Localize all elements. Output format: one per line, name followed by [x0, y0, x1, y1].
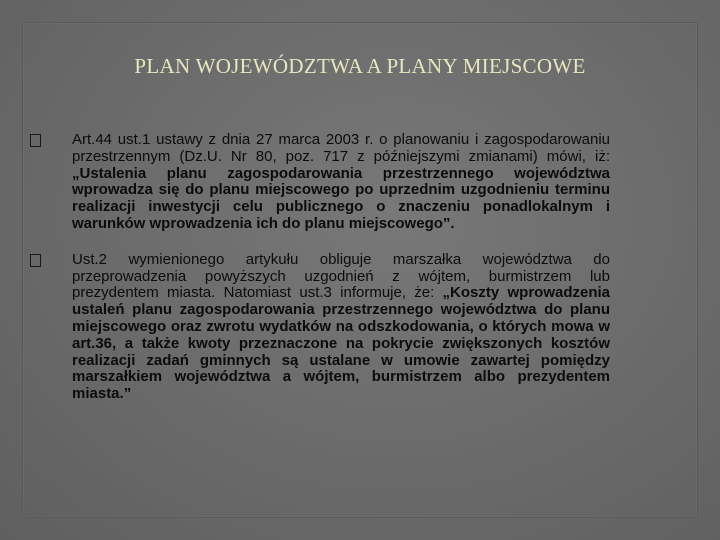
bullet-text-bold: „Ustalenia planu zagospodarowania przestrzennego województwa wprowadza się do planu miejscowego po uprzednim uzgodnieniu terminu realizacji inwestycji celu publicznego o znaczeniu ponadlokalnym i warunków wprowadzenia ich do planu miejscowego”. — [72, 164, 610, 232]
bullet-text-normal: Ust.2 wymienionego artykułu obliguje marszałka województwa do przeprowadzenia powyższych uzgodnień z wójtem, burmistrzem lub prezydentem miasta. Natomiast ust.3 informuje, że: — [72, 250, 610, 302]
bullet-text — [72, 132, 610, 233]
bullet-item — [30, 132, 610, 233]
slide-title: PLAN WOJEWÓDZTWA A PLANY MIEJSCOWE — [134, 54, 586, 78]
bullet-square-icon — [30, 254, 41, 267]
slide-body — [30, 132, 610, 422]
bullet-text-bold: „Koszty wprowadzenia ustaleń planu zagospodarowania przestrzennego województwa do planu miejscowego oraz zwrotu wydatków na odszkodowania, o których mowa w art.36, a także kwoty przeznaczone na pokrycie zwiększonych kosztów realizacji zadań gminnych są ustalane w umowie zawartej pomiędzy marszałkiem województwa a wójtem, burmistrzem albo prezydentem miasta.” — [72, 284, 610, 403]
bullet-square-icon — [30, 134, 41, 147]
bullet-item — [30, 252, 610, 403]
bullet-text — [72, 252, 610, 403]
bullet-text-normal: Art.44 ust.1 ustawy z dnia 27 marca 2003 r. o planowaniu i zagospodarowaniu przestrzennym (Dz.U. Nr 80, poz. 717 z późniejszymi zmianami) mówi, iż: — [72, 131, 610, 165]
